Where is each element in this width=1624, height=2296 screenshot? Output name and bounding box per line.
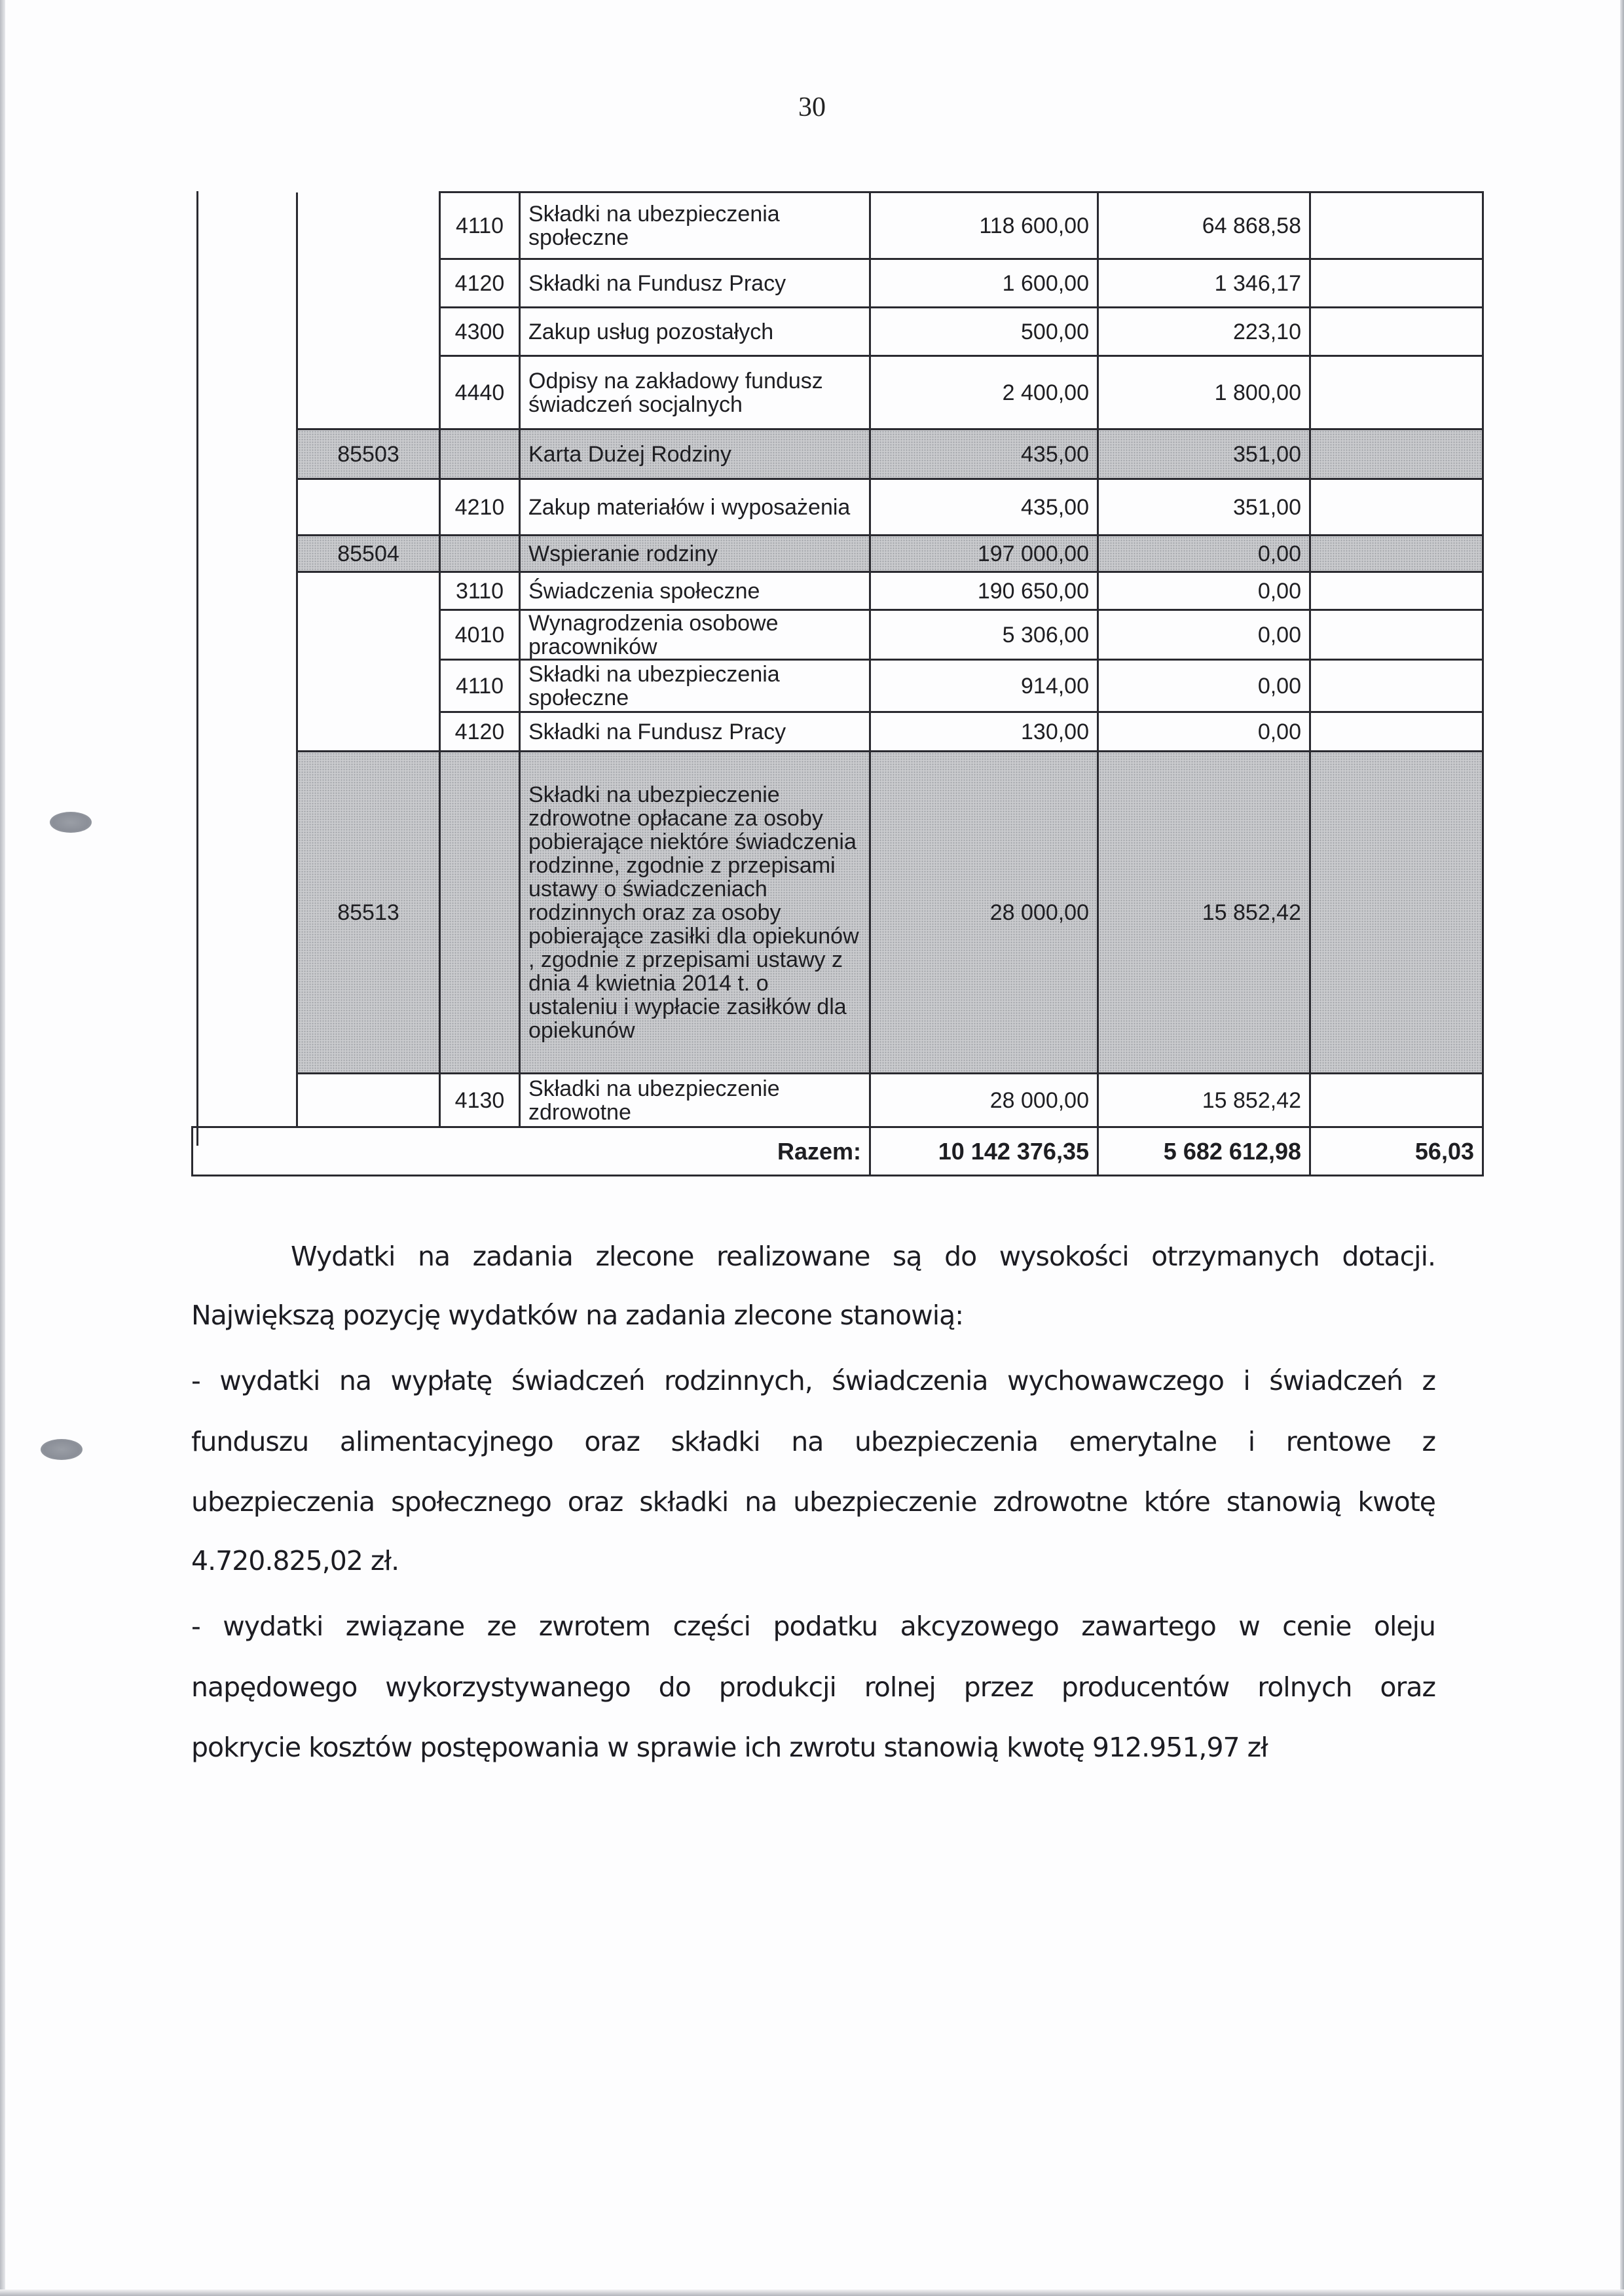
total-label: Razem: [193, 1127, 870, 1176]
paragraph-code: 4130 [440, 1074, 520, 1127]
execution-cell: 351,00 [1098, 479, 1310, 536]
bullet2-line3: pokrycie kosztów postępowania w sprawie ich zwrotu stanowią kwotę 912.951,97 zł [191, 1732, 1268, 1763]
section-cell [297, 1074, 440, 1127]
section-cell [297, 259, 440, 308]
paragraph-code [440, 752, 520, 1074]
frame-gap [193, 1074, 297, 1127]
bullet1-line4-amount: 4.720.825,02 zł. [191, 1545, 399, 1576]
description-cell: Wynagrodzenia osobowe pracowników [520, 610, 870, 660]
percent-cell [1310, 356, 1483, 429]
section-code: 85503 [297, 429, 440, 479]
table-row [193, 712, 1483, 752]
plan-cell: 500,00 [870, 308, 1098, 356]
table-row [193, 610, 1483, 660]
description-cell: Świadczenia społeczne [520, 572, 870, 610]
bullet2-line2: napędowego wykorzystywanego do produkcji rolnej przez producentów rolnych oraz [191, 1671, 1435, 1703]
frame-gap [193, 572, 297, 610]
table-row [193, 479, 1483, 536]
section-cell [297, 308, 440, 356]
plan-cell: 28 000,00 [870, 752, 1098, 1074]
plan-cell: 28 000,00 [870, 1074, 1098, 1127]
description-cell: Składki na Fundusz Pracy [520, 259, 870, 308]
total-row [193, 1127, 1483, 1176]
plan-cell: 435,00 [870, 479, 1098, 536]
bullet2-line1: - wydatki związane ze zwrotem części podatku akcyzowego zawartego w cenie oleju [191, 1611, 1435, 1642]
percent-cell [1310, 259, 1483, 308]
frame-gap [193, 356, 297, 429]
percent-cell [1310, 479, 1483, 536]
plan-cell: 190 650,00 [870, 572, 1098, 610]
paragraph-code: 4120 [440, 712, 520, 752]
description-cell: Składki na Fundusz Pracy [520, 712, 870, 752]
percent-cell [1310, 1074, 1483, 1127]
punch-hole-upper [50, 812, 92, 833]
paragraph-code: 4210 [440, 479, 520, 536]
execution-cell: 0,00 [1098, 572, 1310, 610]
plan-cell: 435,00 [870, 429, 1098, 479]
execution-cell: 351,00 [1098, 429, 1310, 479]
scan-edge-left [0, 0, 5, 2296]
paragraph-code: 4110 [440, 192, 520, 259]
paragraph-code [440, 429, 520, 479]
description-cell: Składki na ubezpieczenia społeczne [520, 660, 870, 712]
description-cell: Zakup usług pozostałych [520, 308, 870, 356]
plan-cell: 914,00 [870, 660, 1098, 712]
plan-cell: 197 000,00 [870, 536, 1098, 572]
plan-cell: 130,00 [870, 712, 1098, 752]
percent-cell [1310, 712, 1483, 752]
frame-gap [193, 536, 297, 572]
section-cell [297, 610, 440, 660]
description-cell: Karta Dużej Rodziny [520, 429, 870, 479]
budget-table [191, 191, 1484, 1176]
total-plan: 10 142 376,35 [870, 1127, 1098, 1176]
table-row [193, 308, 1483, 356]
section-row [193, 752, 1483, 1074]
page-number: 30 [798, 92, 826, 122]
frame-gap [193, 259, 297, 308]
frame-gap [193, 660, 297, 712]
execution-cell: 15 852,42 [1098, 752, 1310, 1074]
execution-cell: 0,00 [1098, 610, 1310, 660]
paragraph-code: 4010 [440, 610, 520, 660]
paragraph-code [440, 536, 520, 572]
table-row [193, 572, 1483, 610]
table-row [193, 1074, 1483, 1127]
frame-gap [193, 192, 297, 259]
table-row [193, 192, 1483, 259]
plan-cell: 118 600,00 [870, 192, 1098, 259]
execution-cell: 223,10 [1098, 308, 1310, 356]
execution-cell: 0,00 [1098, 536, 1310, 572]
punch-hole-lower [41, 1439, 83, 1460]
paragraph-code: 3110 [440, 572, 520, 610]
bullet1-line1: - wydatki na wypłatę świadczeń rodzinnych, świadczenia wychowawczego i świadczeń z [191, 1365, 1435, 1396]
percent-cell [1310, 752, 1483, 1074]
execution-cell: 15 852,42 [1098, 1074, 1310, 1127]
frame-gap [193, 429, 297, 479]
frame-gap [193, 610, 297, 660]
section-cell [297, 192, 440, 259]
table-row [193, 356, 1483, 429]
section-cell [297, 572, 440, 610]
percent-cell [1310, 308, 1483, 356]
plan-cell: 1 600,00 [870, 259, 1098, 308]
table-row [193, 660, 1483, 712]
plan-cell: 5 306,00 [870, 610, 1098, 660]
percent-cell [1310, 660, 1483, 712]
plan-cell: 2 400,00 [870, 356, 1098, 429]
scan-edge-right [1620, 0, 1624, 2296]
paragraph-code: 4440 [440, 356, 520, 429]
section-cell [297, 479, 440, 536]
total-execution: 5 682 612,98 [1098, 1127, 1310, 1176]
section-cell [297, 660, 440, 712]
paragraph-code: 4120 [440, 259, 520, 308]
description-cell: Wspieranie rodziny [520, 536, 870, 572]
section-code: 85504 [297, 536, 440, 572]
section-code: 85513 [297, 752, 440, 1074]
scan-edge-bottom [0, 2289, 1624, 2296]
description-cell: Odpisy na zakładowy fundusz świadczeń socjalnych [520, 356, 870, 429]
description-cell: Składki na ubezpieczenie zdrowotne [520, 1074, 870, 1127]
paragraph-intro-line2: Największą pozycję wydatków na zadania zlecone stanowią: [191, 1300, 964, 1331]
paragraph-intro-line1: Wydatki na zadania zlecone realizowane są do wysokości otrzymanych dotacji. [291, 1241, 1435, 1272]
table-row [193, 259, 1483, 308]
frame-gap [193, 712, 297, 752]
frame-gap [193, 308, 297, 356]
bullet1-line3: ubezpieczenia społecznego oraz składki na ubezpieczenie zdrowotne które stanowią kwotę [191, 1486, 1435, 1518]
bullet1-line2: funduszu alimentacyjnego oraz składki na ubezpieczenia emerytalne i rentowe z [191, 1426, 1435, 1457]
execution-cell: 1 346,17 [1098, 259, 1310, 308]
total-percent: 56,03 [1310, 1127, 1483, 1176]
section-row [193, 429, 1483, 479]
section-cell [297, 356, 440, 429]
execution-cell: 0,00 [1098, 712, 1310, 752]
execution-cell: 1 800,00 [1098, 356, 1310, 429]
description-cell: Składki na ubezpieczenie zdrowotne opłacane za osoby pobierające niektóre świadczenia rodzinne, zgodnie z przepisami ustawy o świadczeniach rodzinnych oraz za osoby pobierające zasiłki dla opiekunów , zgodnie z przepisami ustawy z dnia 4 kwietnia 2014 t. o ustaleniu i wypłacie zasiłków dla opiekunów [520, 752, 870, 1074]
percent-cell [1310, 192, 1483, 259]
frame-gap [193, 752, 297, 1074]
description-cell: Składki na ubezpieczenia społeczne [520, 192, 870, 259]
paragraph-code: 4110 [440, 660, 520, 712]
section-row [193, 536, 1483, 572]
percent-cell [1310, 610, 1483, 660]
percent-cell [1310, 429, 1483, 479]
description-cell: Zakup materiałów i wyposażenia [520, 479, 870, 536]
execution-cell: 64 868,58 [1098, 192, 1310, 259]
percent-cell [1310, 572, 1483, 610]
execution-cell: 0,00 [1098, 660, 1310, 712]
percent-cell [1310, 536, 1483, 572]
paragraph-code: 4300 [440, 308, 520, 356]
frame-gap [193, 479, 297, 536]
section-cell [297, 712, 440, 752]
